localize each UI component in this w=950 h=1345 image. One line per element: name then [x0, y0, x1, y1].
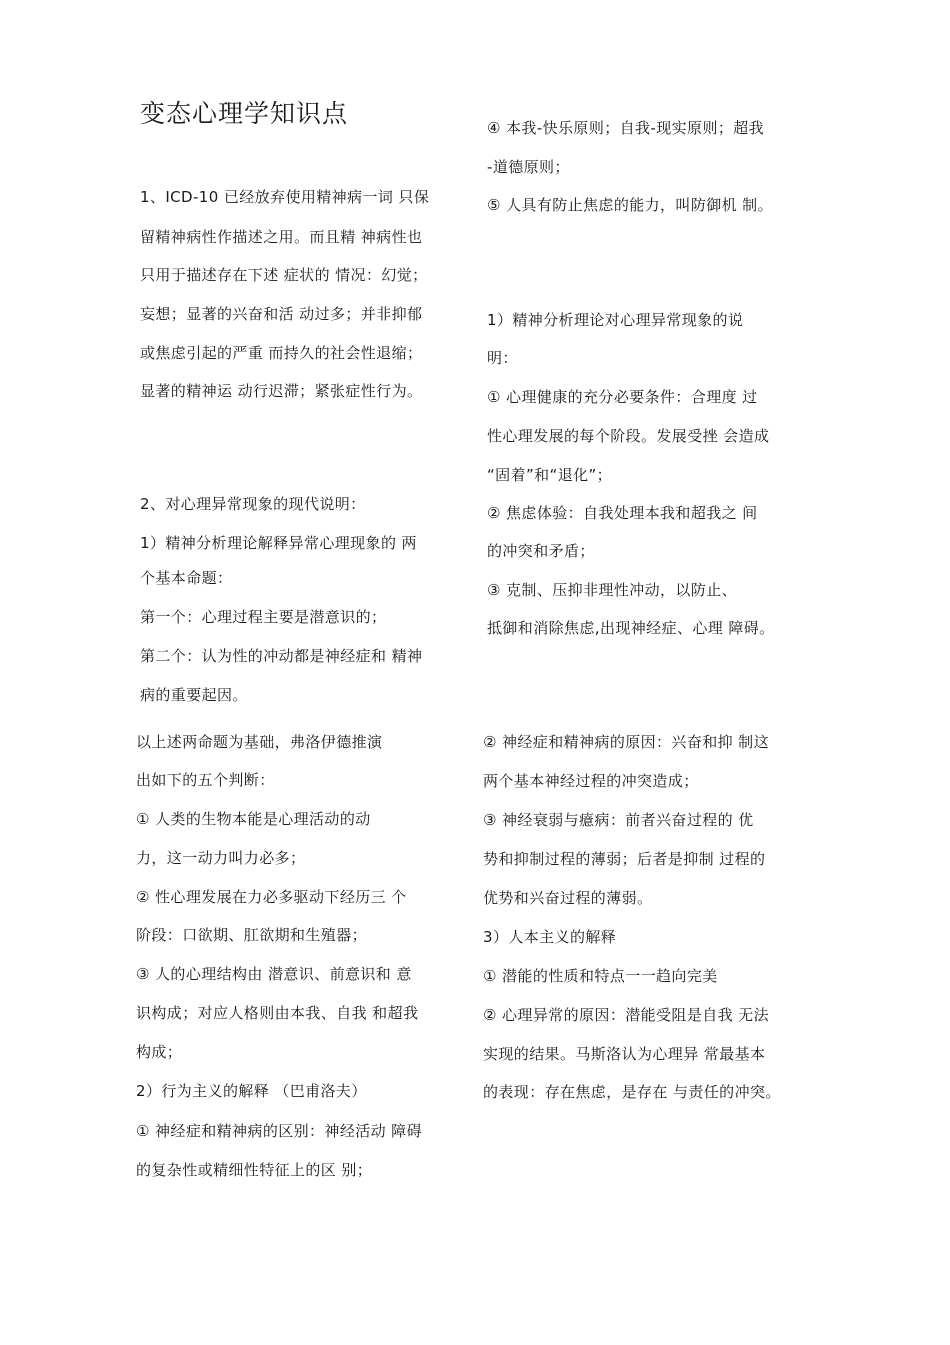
- text-line: 第一个：心理过程主要是潜意识的；: [140, 608, 387, 626]
- text-line: 阶段：口欲期、肛欲期和生殖器；: [136, 926, 368, 944]
- text-line: 性心理发展的每个阶段。发展受挫 会造成: [487, 427, 770, 445]
- text-line: 势和抑制过程的薄弱；后者是抑制 过程的: [483, 850, 766, 868]
- text-line: ② 焦虑体验：自我处理本我和超我之 间: [487, 504, 758, 522]
- text-line: ③ 人的心理结构由 潜意识、前意识和 意: [136, 965, 412, 983]
- text-line: 的表现：存在焦虑，是存在 与责任的冲突。: [483, 1083, 781, 1101]
- text-line: ⑤ 人具有防止焦虑的能力，叫防御机 制。: [487, 196, 773, 214]
- text-line: 识构成；对应人格则由本我、自我 和超我: [136, 1004, 419, 1022]
- text-line: 3）人本主义的解释: [483, 928, 617, 946]
- text-line: 两个基本神经过程的冲突造成；: [483, 772, 699, 790]
- text-line: 1、ICD-10 已经放弃使用精神病一词 只保: [140, 188, 430, 206]
- text-line: 的复杂性或精细性特征上的区 别；: [136, 1161, 373, 1179]
- text-line: ② 性心理发展在力必多驱动下经历三 个: [136, 888, 407, 906]
- text-line: 留精神病性作描述之用。而且精 神病性也: [140, 228, 423, 246]
- text-line: 显著的精神运 动行迟滞；紧张症性行为。: [140, 382, 423, 400]
- text-line: 病的重要起因。: [140, 686, 248, 704]
- text-line: ① 神经症和精神病的区别：神经活动 障碍: [136, 1122, 422, 1140]
- text-line: “固着”和“退化”；: [487, 466, 613, 484]
- text-line: 只用于描述存在下述 症状的 情况：幻觉；: [140, 266, 428, 284]
- text-line: 妄想；显著的兴奋和活 动过多；并非抑郁: [140, 305, 423, 323]
- text-line: 出如下的五个判断：: [136, 771, 275, 789]
- text-line: 个基本命题：: [140, 569, 233, 587]
- text-line: 2）行为主义的解释 （巴甫洛夫）: [136, 1082, 367, 1100]
- text-line: 1）精神分析理论对心理异常现象的说: [487, 311, 744, 329]
- text-line: 构成；: [136, 1043, 183, 1061]
- text-line: 明：: [487, 349, 518, 367]
- text-line: 力，这一动力叫力必多；: [136, 849, 306, 867]
- text-line: ① 潜能的性质和特点一一趋向完美: [483, 967, 718, 985]
- text-line: ② 心理异常的原因：潜能受阻是自我 无法: [483, 1006, 769, 1024]
- text-line: 优势和兴奋过程的薄弱。: [483, 889, 653, 907]
- page-title: 变态心理学知识点: [140, 99, 349, 128]
- text-line: ① 人类的生物本能是心理活动的动: [136, 810, 371, 828]
- text-line: 的冲突和矛盾；: [487, 542, 595, 560]
- text-line: ① 心理健康的充分必要条件：合理度 过: [487, 388, 758, 406]
- text-line: 或焦虑引起的严重 而持久的社会性退缩；: [140, 344, 423, 362]
- text-line: 第二个：认为性的冲动都是神经症和 精神: [140, 647, 423, 665]
- text-line: ③ 克制、压抑非理性冲动，以防止、: [487, 581, 738, 599]
- text-line: ③ 神经衰弱与癔病：前者兴奋过程的 优: [483, 811, 754, 829]
- text-line: 2、对心理异常现象的现代说明：: [140, 495, 366, 513]
- text-line: ④ 本我-快乐原则；自我-现实原则；超我: [487, 119, 765, 137]
- text-line: 抵御和消除焦虑,出现神经症、心理 障碍。: [487, 619, 775, 637]
- text-line: 以上述两命题为基础，弗洛伊德推演: [136, 733, 383, 751]
- text-line: -道德原则；: [487, 158, 570, 176]
- text-line: ② 神经症和精神病的原因：兴奋和抑 制这: [483, 733, 769, 751]
- text-line: 实现的结果。马斯洛认为心理异 常最基本: [483, 1045, 766, 1063]
- text-line: 1）精神分析理论解释异常心理现象的 两: [140, 534, 417, 552]
